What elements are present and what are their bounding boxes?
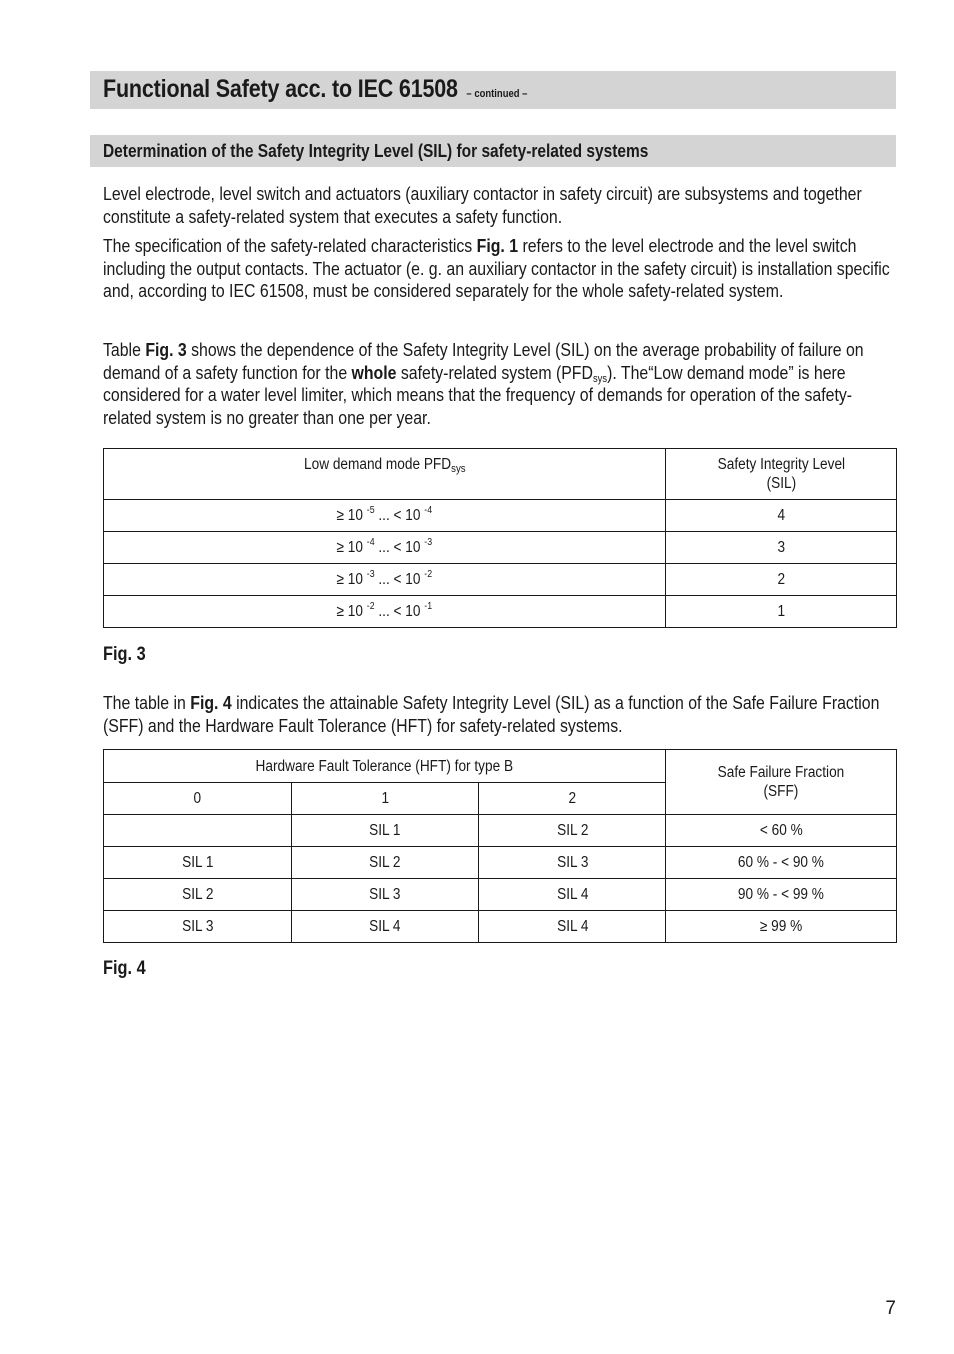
- paragraph-specification: [103, 235, 891, 303]
- para2-text-2: refers to the level electrode and the level switch including the output contacts. The actuator (e. g. an auxiliary contactor in the safety circuit) is installation specific and, according to IEC 61508, must be considered separately for the whole safety-related system.: [103, 235, 890, 302]
- pfd-range-cell: ≥ 10 $^{-5}$ ... < 10 $^{-4}$: [104, 500, 666, 532]
- paragraph-intro: Level electrode, level switch and actuators (auxiliary contactor in safety circuit) are subsystems and together constitute a safety-related system that executes a safety function.: [103, 183, 862, 227]
- sil-cell: 4: [666, 500, 897, 532]
- table-row: [104, 564, 897, 596]
- para4-text-1: The table in: [103, 692, 191, 713]
- header-sil: Safety Integrity Level (SIL): [666, 449, 897, 500]
- hft1-cell: SIL 2: [291, 847, 479, 879]
- page-title: [103, 75, 527, 104]
- sff-cell: < 60 %: [666, 815, 897, 847]
- table-header-row: [104, 449, 897, 500]
- sff-cell: 90 % - < 99 %: [666, 879, 897, 911]
- para4-text-2: indicates the attainable Safety Integrity Level (SIL) as a function of the Safe Failure Fraction (SFF) and the Hardware Fault Tolerance (HFT) for safety-related systems.: [103, 692, 880, 736]
- hft0-cell: [104, 815, 292, 847]
- fig3-caption: Fig. 3: [103, 644, 146, 665]
- pfd-range-cell: ≥ 10 $^{-4}$ ... < 10 $^{-3}$: [104, 532, 666, 564]
- table-row: [104, 815, 897, 847]
- header-hft: Hardware Fault Tolerance (HFT) for type B: [104, 750, 666, 783]
- page-header: [90, 71, 896, 109]
- table-row: [104, 879, 897, 911]
- hft2-cell: SIL 4: [479, 879, 666, 911]
- table-row: [104, 911, 897, 943]
- header-hft-1: 1: [291, 783, 479, 815]
- para3-sub: sys: [592, 372, 608, 385]
- hft1-cell: SIL 3: [291, 879, 479, 911]
- hft0-cell: SIL 3: [104, 911, 292, 943]
- para3-text-1: Table: [103, 339, 146, 360]
- table-header-row: [104, 750, 897, 783]
- sff-cell: ≥ 99 %: [666, 911, 897, 943]
- paragraph-table-fig3: [103, 339, 891, 430]
- para2-fig1-ref: Fig. 1: [476, 235, 519, 256]
- hft2-cell: SIL 2: [479, 815, 666, 847]
- sil-cell: 1: [666, 596, 897, 628]
- page-title-text: Functional Safety acc. to IEC 61508: [103, 75, 458, 103]
- table-row: [104, 532, 897, 564]
- pfd-range-cell: ≥ 10 $^{-2}$ ... < 10 $^{-1}$: [104, 596, 666, 628]
- header-sff: Safe Failure Fraction (SFF): [666, 750, 897, 815]
- hft0-cell: SIL 1: [104, 847, 292, 879]
- section-title: Determination of the Safety Integrity Level (SIL) for safety-related systems: [103, 141, 649, 161]
- sil-cell: 2: [666, 564, 897, 596]
- table-row: [104, 596, 897, 628]
- para2-text-1: The specification of the safety-related characteristics: [103, 235, 477, 256]
- fig4-caption: Fig. 4: [103, 958, 146, 979]
- paragraph-table-fig4: [103, 692, 891, 737]
- table-row: [104, 500, 897, 532]
- hft2-cell: SIL 4: [479, 911, 666, 943]
- para4-fig4-ref: Fig. 4: [190, 692, 232, 713]
- page-number: 7: [885, 1298, 896, 1319]
- hft2-cell: SIL 3: [479, 847, 666, 879]
- hft-sff-table: [103, 749, 897, 943]
- sff-cell: 60 % - < 90 %: [666, 847, 897, 879]
- para3-text-4: ). The“Low demand mode” is here considered for a water level limiter, which means that the frequency of demands for operation of the safety-related system is no greater than one per year.: [103, 361, 853, 429]
- hft1-cell: SIL 4: [291, 911, 479, 943]
- pfd-range-cell: ≥ 10 $^{-3}$ ... < 10 $^{-2}$: [104, 564, 666, 596]
- section-header: [90, 135, 896, 167]
- hft1-cell: SIL 1: [291, 815, 479, 847]
- hft0-cell: SIL 2: [104, 879, 292, 911]
- sil-cell: 3: [666, 532, 897, 564]
- para3-fig3-ref: Fig. 3: [145, 339, 187, 360]
- sil-pfd-table: [103, 448, 897, 628]
- header-hft-0: 0: [104, 783, 292, 815]
- para3-whole: whole: [351, 361, 397, 383]
- continued-note: – continued –: [466, 88, 528, 100]
- header-hft-2: 2: [479, 783, 666, 815]
- table-row: [104, 847, 897, 879]
- para3-text-3: safety-related system (PFD: [396, 361, 593, 383]
- para3-text-2: shows the dependence of the Safety Integrity Level (SIL) on the average probability of failure on demand of a safety function for the: [103, 339, 864, 383]
- header-pfd: Low demand mode $PFD_{sys}$: [104, 449, 666, 500]
